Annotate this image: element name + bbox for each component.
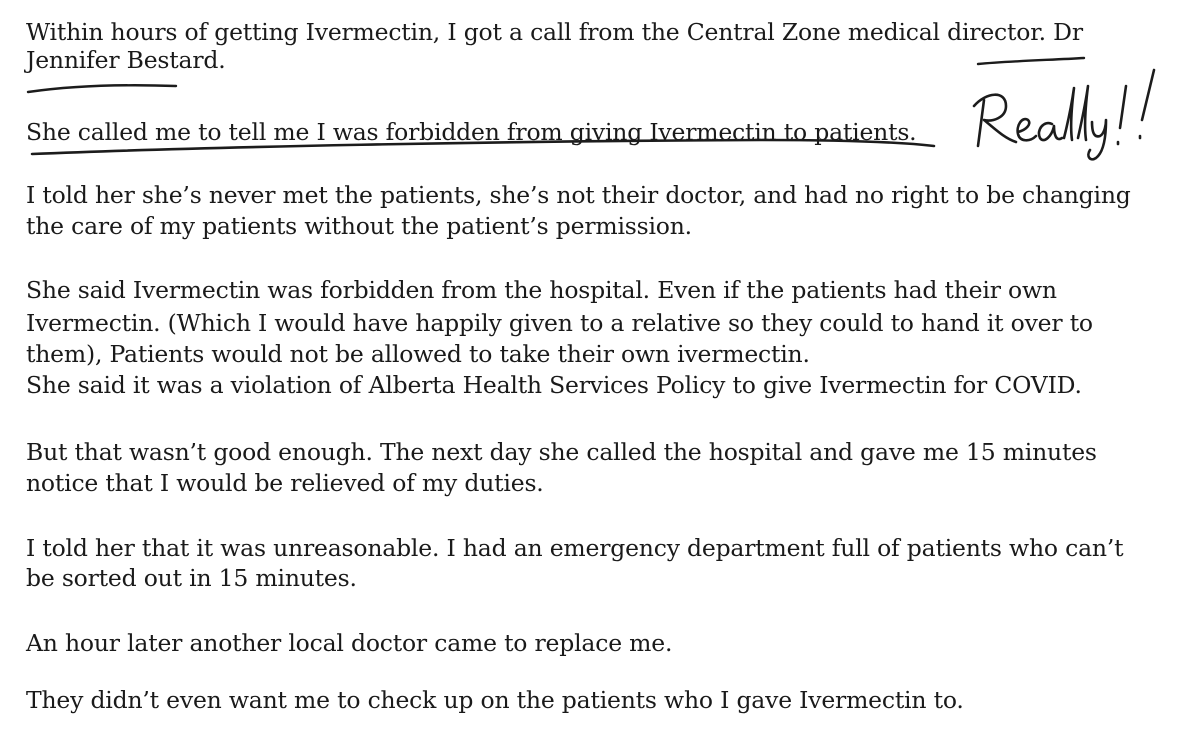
- text-line: She said Ivermectin was forbidden from the hospital. Even if the patients had their own: [26, 276, 1057, 304]
- text-line: be sorted out in 15 minutes.: [26, 564, 357, 592]
- handwritten-really-annotation: [960, 56, 1160, 166]
- text-line: Within hours of getting Ivermectin, I got a call from the Central Zone medical director. Dr: [26, 18, 1083, 46]
- text-line: An hour later another local doctor came to replace me.: [26, 629, 673, 657]
- text-line: notice that I would be relieved of my duties.: [26, 469, 544, 497]
- text-line: They didn’t even want me to check up on the patients who I gave Ivermectin to.: [26, 686, 964, 714]
- text-line: I told her she’s never met the patients, she’s not their doctor, and had no right to be changing: [26, 181, 1131, 209]
- text-line: Ivermectin. (Which I would have happily given to a relative so they could to hand it over to: [26, 309, 1093, 337]
- text-line: She said it was a violation of Alberta Health Services Policy to give Ivermectin for COVID.: [26, 371, 1082, 399]
- text-line: She called me to tell me I was forbidden from giving Ivermectin to patients.: [26, 118, 917, 146]
- text-line: them), Patients would not be allowed to take their own ivermectin.: [26, 340, 810, 368]
- text-line: the care of my patients without the patient’s permission.: [26, 212, 692, 240]
- text-line: But that wasn’t good enough. The next day she called the hospital and gave me 15 minutes: [26, 438, 1097, 466]
- text-line: Jennifer Bestard.: [26, 46, 226, 74]
- underline-jennifer-bestard: [28, 85, 176, 92]
- underline-forbidden-sentence: [32, 140, 934, 154]
- text-line: I told her that it was unreasonable. I had an emergency department full of patients who can’t: [26, 534, 1124, 562]
